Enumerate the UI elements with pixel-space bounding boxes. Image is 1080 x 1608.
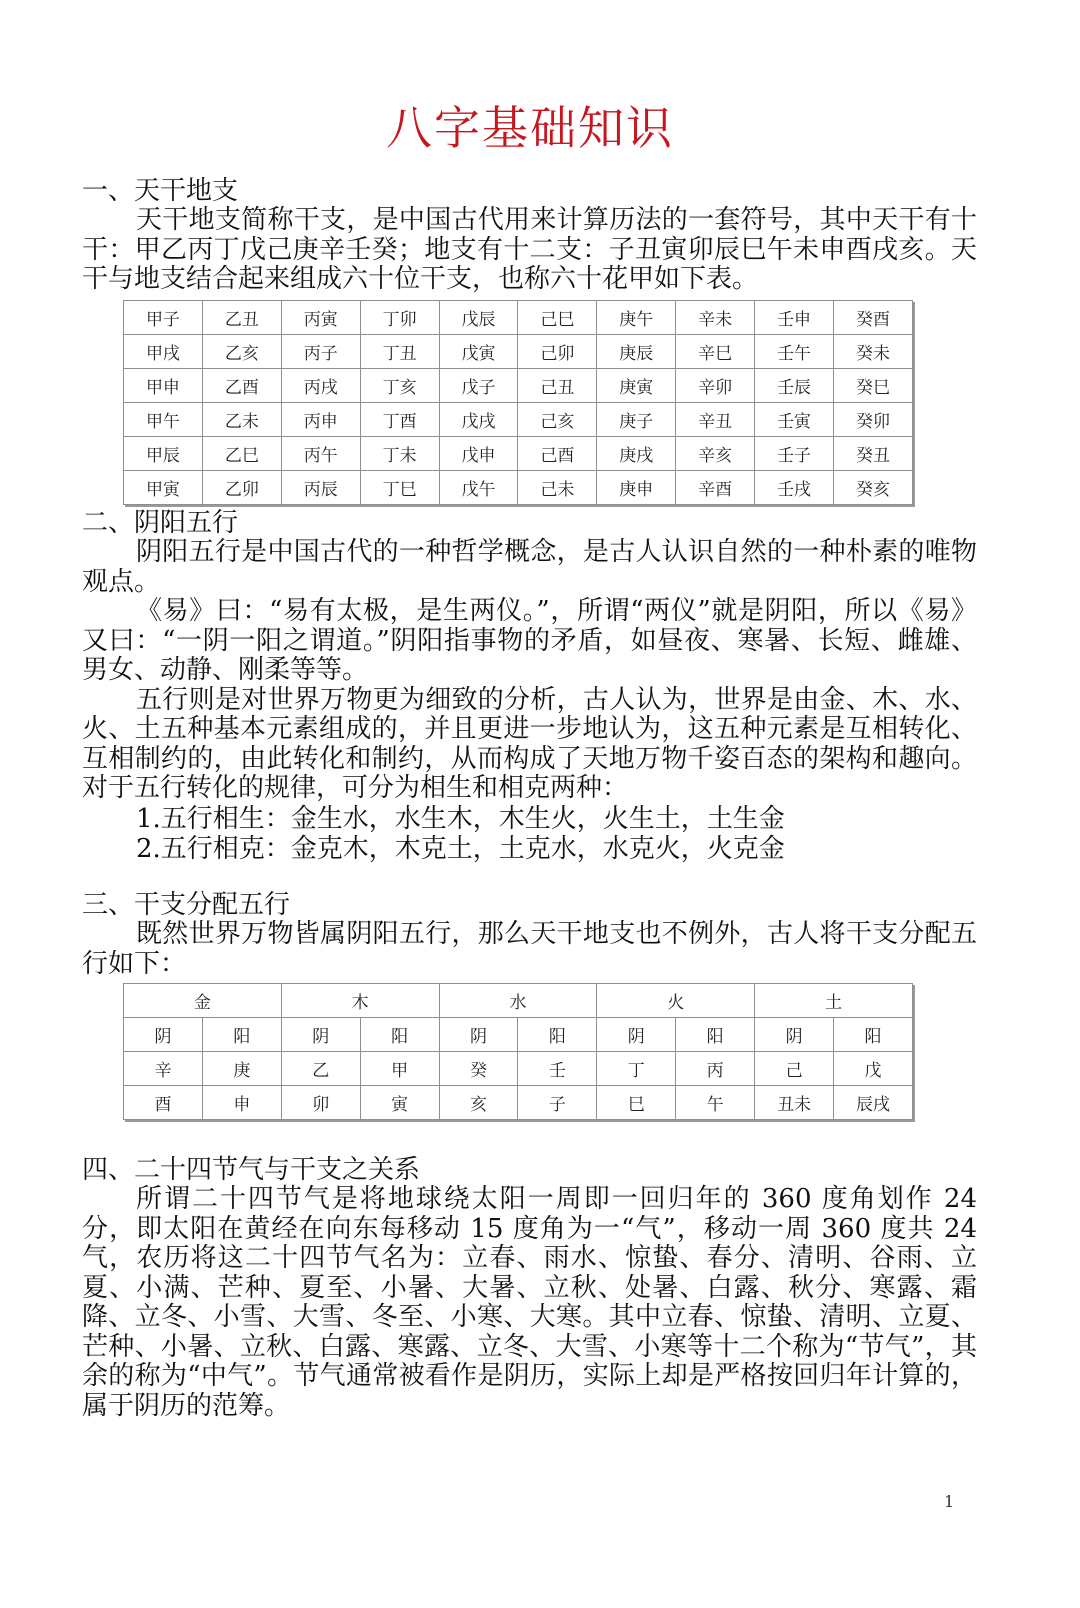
table-row — [124, 437, 913, 471]
table-cell: 壬戌 — [755, 471, 834, 505]
table-row — [124, 301, 913, 335]
table-cell: 甲 — [360, 1052, 439, 1086]
section-heading: 四、二十四节气与干支之关系 — [82, 1155, 421, 1185]
table-cell: 己酉 — [518, 437, 597, 471]
table-cell: 乙亥 — [202, 335, 281, 369]
table-cell: 己丑 — [518, 369, 597, 403]
section-ganzhi-wuxing — [82, 890, 977, 979]
table-cell: 阳 — [676, 1018, 755, 1052]
page-title: 八字基础知识 — [386, 101, 674, 155]
table-cell: 乙丑 — [202, 301, 281, 335]
table-cell: 辛酉 — [676, 471, 755, 505]
list-item: 2.五行相克：金克木，木克土，土克水，水克火，火克金 — [136, 833, 785, 864]
table-cell: 庚午 — [597, 301, 676, 335]
table-cell: 癸 — [439, 1052, 518, 1086]
table-cell: 丙申 — [281, 403, 360, 437]
table-cell: 戊子 — [439, 369, 518, 403]
table-row — [124, 471, 913, 505]
table-cell: 甲子 — [124, 301, 203, 335]
table-cell: 庚子 — [597, 403, 676, 437]
table-cell: 戊寅 — [439, 335, 518, 369]
table-cell: 乙酉 — [202, 369, 281, 403]
table-cell: 庚寅 — [597, 369, 676, 403]
table-cell: 戊午 — [439, 471, 518, 505]
table-cell: 丙寅 — [281, 301, 360, 335]
element-header-cell: 土 — [755, 984, 913, 1018]
table-cell: 阳 — [518, 1018, 597, 1052]
table-cell: 辛 — [124, 1052, 203, 1086]
table-cell: 阴 — [597, 1018, 676, 1052]
table-cell: 巳 — [597, 1086, 676, 1120]
table-cell: 卯 — [281, 1086, 360, 1120]
table-cell: 辛丑 — [676, 403, 755, 437]
table-cell: 阳 — [834, 1018, 913, 1052]
table-cell: 戊 — [834, 1052, 913, 1086]
table-cell: 甲寅 — [124, 471, 203, 505]
table-cell: 壬辰 — [755, 369, 834, 403]
table-cell: 己未 — [518, 471, 597, 505]
list-item: 1.五行相生：金生水，水生木，木生火，火生土，土生金 — [136, 803, 785, 834]
branches-row — [124, 1086, 913, 1120]
table-cell: 乙巳 — [202, 437, 281, 471]
section-yinyang-wuxing — [82, 508, 977, 864]
table-cell: 癸未 — [834, 335, 913, 369]
table-cell: 癸卯 — [834, 403, 913, 437]
table-row — [124, 369, 913, 403]
table-cell: 庚 — [202, 1052, 281, 1086]
table-cell: 甲午 — [124, 403, 203, 437]
element-header-cell: 火 — [597, 984, 755, 1018]
table-cell: 辛亥 — [676, 437, 755, 471]
table-cell: 午 — [676, 1086, 755, 1120]
table-cell: 丁亥 — [360, 369, 439, 403]
table-cell: 庚辰 — [597, 335, 676, 369]
table-cell: 阳 — [360, 1018, 439, 1052]
table-cell: 己 — [755, 1052, 834, 1086]
table-cell: 寅 — [360, 1086, 439, 1120]
section-heading: 二、阴阳五行 — [82, 508, 239, 538]
element-header-cell: 木 — [281, 984, 439, 1018]
section-paragraph: 五行则是对世界万物更为细致的分析，古人认为，世界是由金、木、水、火、土五种基本元素组成的，并且更进一步地认为，这五种元素是互相转化、互相制约的，由此转化和制约，从而构成了天地万物千姿百态的架构和趣向。对于五行转化的规律，可分为相生和相克两种： — [82, 684, 977, 803]
table-cell: 酉 — [124, 1086, 203, 1120]
table-cell: 癸亥 — [834, 471, 913, 505]
table-cell: 壬寅 — [755, 403, 834, 437]
table-cell: 丙 — [676, 1052, 755, 1086]
table-cell: 阴 — [281, 1018, 360, 1052]
table-cell: 阴 — [124, 1018, 203, 1052]
table-cell: 丙戌 — [281, 369, 360, 403]
table-cell: 戊申 — [439, 437, 518, 471]
table-cell: 丁 — [597, 1052, 676, 1086]
ganzhi-wuxing-table — [123, 983, 913, 1120]
table-cell: 丙子 — [281, 335, 360, 369]
stems-row — [124, 1052, 913, 1086]
section-paragraph: 阴阳五行是中国古代的一种哲学概念，是古人认识自然的一种朴素的唯物观点。 — [82, 537, 977, 597]
table-cell: 阴 — [755, 1018, 834, 1052]
table-cell: 乙卯 — [202, 471, 281, 505]
table-cell: 戊戌 — [439, 403, 518, 437]
table-cell: 申 — [202, 1086, 281, 1120]
table-cell: 丁酉 — [360, 403, 439, 437]
table-cell: 阴 — [439, 1018, 518, 1052]
table-cell: 亥 — [439, 1086, 518, 1120]
table-cell: 丙午 — [281, 437, 360, 471]
table-cell: 癸丑 — [834, 437, 913, 471]
table-cell: 子 — [518, 1086, 597, 1120]
section-heading: 三、干支分配五行 — [82, 890, 291, 920]
table-cell: 壬午 — [755, 335, 834, 369]
element-header-row — [124, 984, 913, 1018]
table-cell: 己巳 — [518, 301, 597, 335]
section-jieqi — [82, 1155, 977, 1421]
table-row — [124, 403, 913, 437]
section-paragraph: 《易》曰：“易有太极，是生两仪。”，所谓“两仪”就是阴阳，所以《易》又曰：“一阴一阳之谓道。”阴阳指事物的矛盾，如昼夜、寒暑、长短、雌雄、男女、动静、刚柔等等。 — [82, 596, 977, 685]
table-cell: 癸巳 — [834, 369, 913, 403]
table-cell: 己卯 — [518, 335, 597, 369]
table-cell: 阳 — [202, 1018, 281, 1052]
page-number: 1 — [944, 1492, 955, 1511]
table-cell: 辛卯 — [676, 369, 755, 403]
table-cell: 庚申 — [597, 471, 676, 505]
element-header-cell: 水 — [439, 984, 597, 1018]
table-cell: 癸酉 — [834, 301, 913, 335]
table-cell: 戊辰 — [439, 301, 518, 335]
yinyang-row — [124, 1018, 913, 1052]
sixty-jiazi-table — [123, 300, 913, 505]
table-cell: 辛巳 — [676, 335, 755, 369]
table-cell: 丑未 — [755, 1086, 834, 1120]
element-header-cell: 金 — [124, 984, 282, 1018]
table-cell: 庚戌 — [597, 437, 676, 471]
section-paragraph: 所谓二十四节气是将地球绕太阳一周即一回归年的 360 度角划作 24 分，即太阳在黄经在向东每移动 15 度角为一“气”，移动一周 360 度共 24 气，农历将这二十四节气名为：立春、雨水、惊蛰、春分、清明、谷雨、立夏、小满、芒种、夏至、小暑、大暑、立秋、处暑、白露、秋分、寒露、霜降、立冬、小雪、大雪、冬至、小寒、大寒。其中立春、惊蛰、清明、立夏、芒种、小暑、立秋、白露、寒露、立冬、大雪、小寒等十二个称为“节气”，其余的称为“中气”。节气通常被看作是阴历，实际上却是严格按回归年计算的，属于阴历的范筹。 — [82, 1184, 977, 1421]
table-cell: 丁卯 — [360, 301, 439, 335]
table-cell: 辰戌 — [834, 1086, 913, 1120]
table-cell: 己亥 — [518, 403, 597, 437]
table-cell: 甲戌 — [124, 335, 203, 369]
table-cell: 乙未 — [202, 403, 281, 437]
table-row — [124, 335, 913, 369]
section-heading: 一、天干地支 — [82, 176, 239, 206]
table-cell: 壬子 — [755, 437, 834, 471]
table-cell: 丁未 — [360, 437, 439, 471]
table-cell: 乙 — [281, 1052, 360, 1086]
section-paragraph: 天干地支简称干支，是中国古代用来计算历法的一套符号，其中天干有十干：甲乙丙丁戊己庚辛壬癸；地支有十二支：子丑寅卯辰巳午未申酉戌亥。天干与地支结合起来组成六十位干支，也称六十花甲如下表。 — [82, 205, 977, 294]
section-paragraph: 既然世界万物皆属阴阳五行，那么天干地支也不例外，古人将干支分配五行如下： — [82, 919, 977, 979]
table-cell: 壬申 — [755, 301, 834, 335]
section-tiangan-dizhi — [82, 176, 977, 295]
table-cell: 甲辰 — [124, 437, 203, 471]
table-cell: 甲申 — [124, 369, 203, 403]
table-cell: 丁丑 — [360, 335, 439, 369]
table-cell: 辛未 — [676, 301, 755, 335]
table-cell: 丁巳 — [360, 471, 439, 505]
table-cell: 壬 — [518, 1052, 597, 1086]
table-cell: 丙辰 — [281, 471, 360, 505]
